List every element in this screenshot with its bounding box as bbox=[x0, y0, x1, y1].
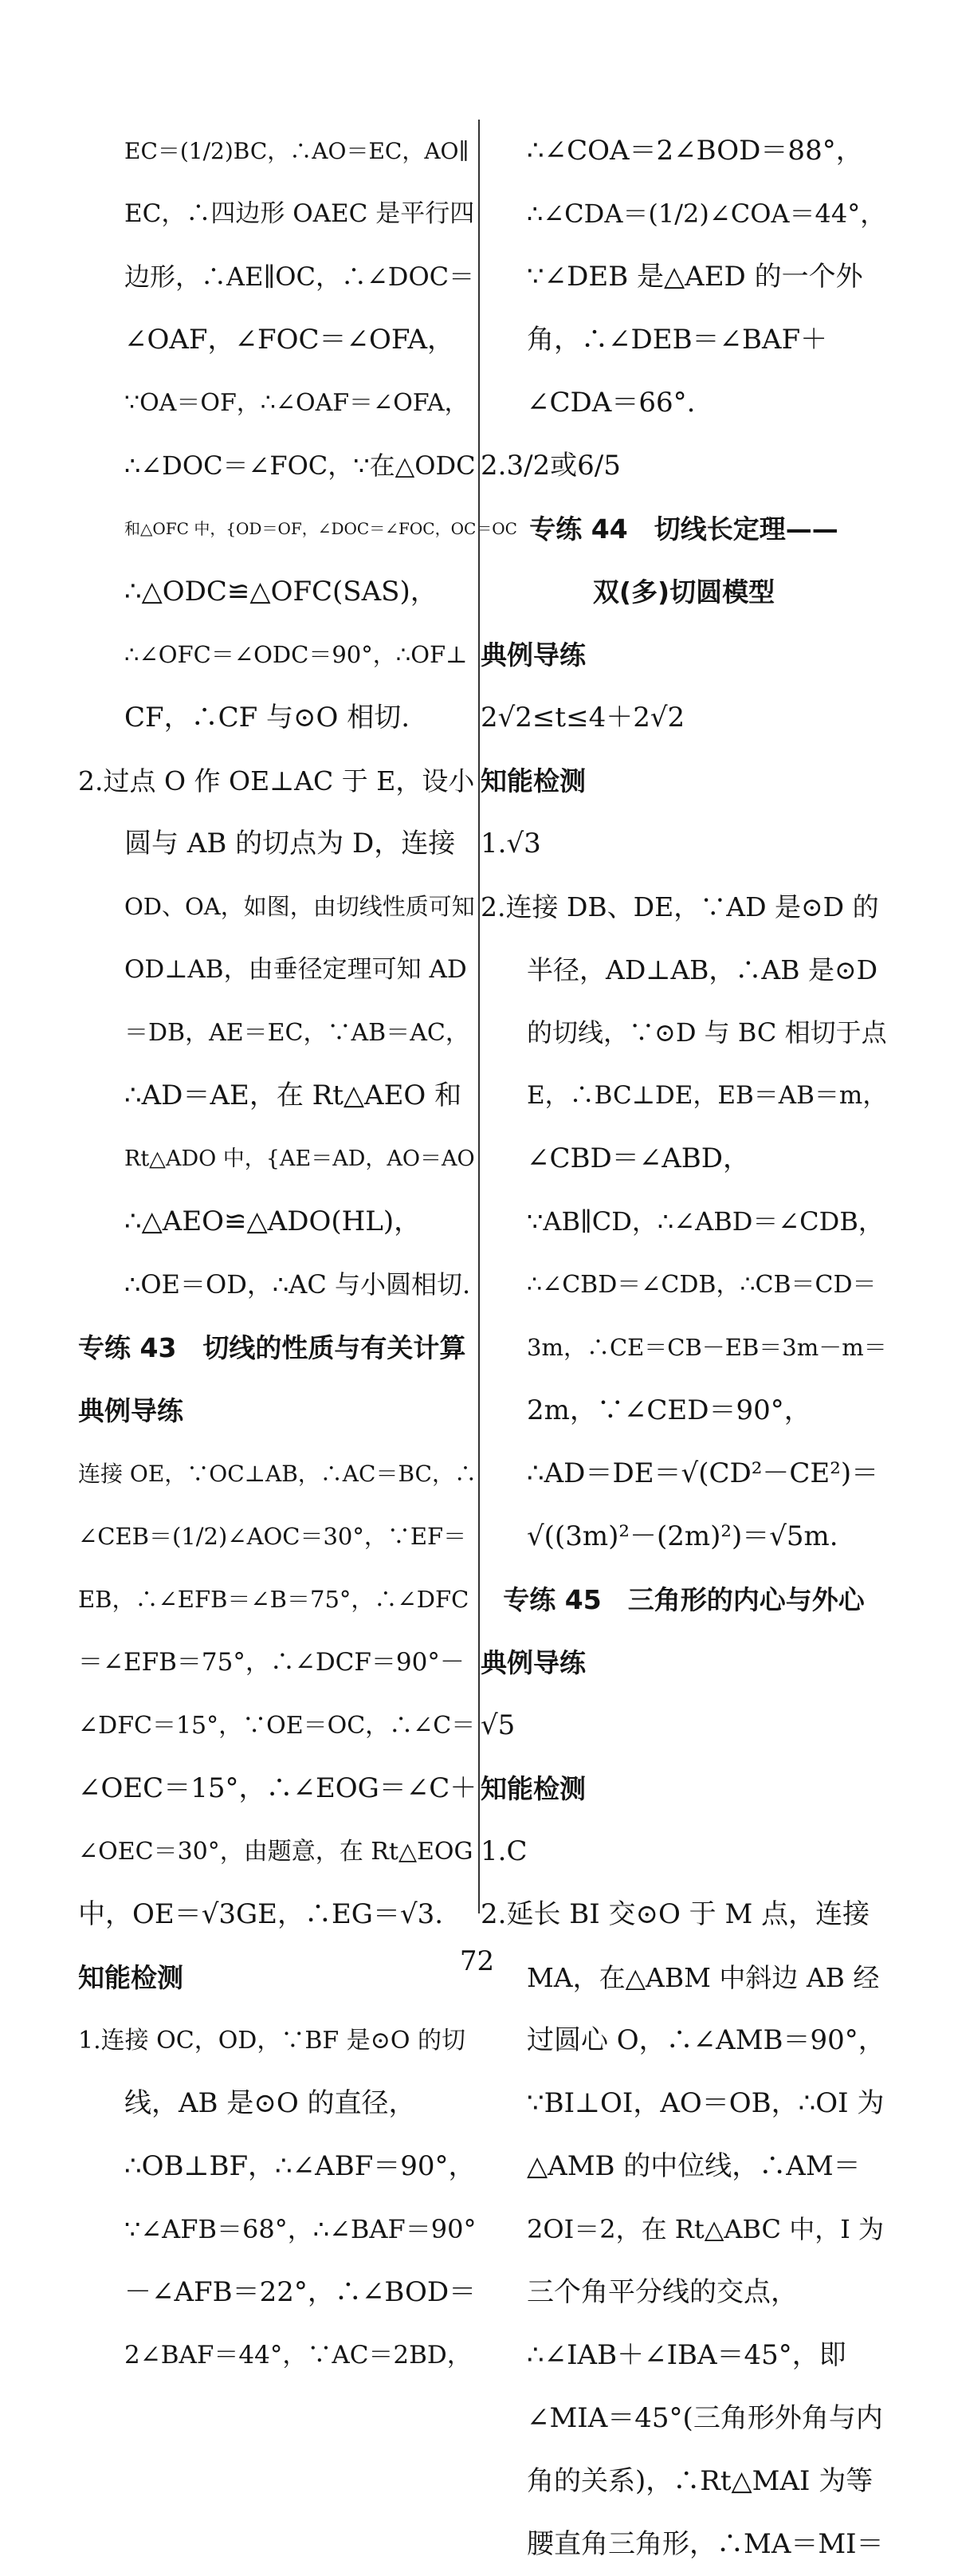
section-heading: 专练 44 切线长定理—— bbox=[529, 513, 838, 545]
text-line: ∴∠CDA＝(1/2)∠COA＝44°， bbox=[527, 199, 886, 229]
section-heading: 知能检测 bbox=[481, 1773, 586, 1804]
text-line: 三个角平分线的交点， bbox=[527, 2276, 798, 2308]
text-line: ∠OEC＝30°，由题意，在 Rt△EOG bbox=[78, 1838, 473, 1866]
right-column bbox=[481, 120, 887, 2576]
text-line: 过圆心 O，∴∠AMB＝90°， bbox=[527, 2024, 885, 2056]
text-line: 3m，∴CE＝CB－EB＝3m－m＝ bbox=[527, 1334, 887, 1361]
text-line: 边形，∴AE∥OC，∴∠DOC＝ bbox=[124, 262, 475, 292]
text-line: 角的关系)，∴Rt△MAI 为等 bbox=[527, 2465, 874, 2497]
column-divider bbox=[478, 120, 480, 1913]
text-line: EB，∴∠EFB＝∠B＝75°，∴∠DFC bbox=[78, 1586, 469, 1613]
text-line: ∠DFC＝15°，∵OE＝OC，∴∠C＝ bbox=[78, 1712, 476, 1740]
section-heading: 典例导练 bbox=[481, 1647, 586, 1678]
text-line: ∴△ODC≌△OFC(SAS)， bbox=[124, 576, 438, 608]
text-line: 1.√3 bbox=[481, 828, 541, 859]
text-line: ∵∠DEB 是△AED 的一个外 bbox=[527, 261, 863, 293]
text-line: OD、OA，如图，由切线性质可知 bbox=[124, 893, 475, 920]
section-heading: 知能检测 bbox=[481, 765, 586, 796]
text-line: ∠OAF，∠FOC＝∠OFA， bbox=[124, 324, 455, 356]
text-line: ∴∠IAB＋∠IBA＝45°，即 bbox=[527, 2339, 846, 2371]
text-line: ∠CEB＝(1/2)∠AOC＝30°，∵EF＝ bbox=[78, 1523, 467, 1550]
text-line: 2.延长 BI 交⊙O 于 M 点，连接 bbox=[481, 1898, 870, 1930]
text-line: OD⊥AB，由垂径定理可知 AD bbox=[124, 955, 467, 984]
text-line: 的切线，∵⊙D 与 BC 相切于点 bbox=[527, 1017, 887, 1048]
text-line: 和△OFC 中，{OD＝OF，∠DOC＝∠FOC，OC＝OC bbox=[124, 519, 517, 538]
text-line: EC，∴四边形 OAEC 是平行四 bbox=[124, 199, 475, 228]
text-line: ∴∠COA＝2∠BOD＝88°， bbox=[527, 135, 863, 167]
text-line: 腰直角三角形，∴MA＝MI＝ bbox=[527, 2528, 884, 2560]
text-line: ∠MIA＝45°(三角形外角与内 bbox=[527, 2402, 883, 2434]
section-heading: 双(多)切圆模型 bbox=[592, 576, 775, 608]
text-line: 半径，AD⊥AB，∴AB 是⊙D bbox=[527, 954, 878, 985]
text-line: √((3m)²－(2m)²)＝√5m. bbox=[527, 1520, 838, 1552]
text-line: 2OI＝2，在 Rt△ABC 中，I 为 bbox=[527, 2214, 885, 2244]
text-line: CF，∴CF 与⊙O 相切. bbox=[124, 702, 410, 733]
text-line: ∴∠OFC＝∠ODC＝90°，∴OF⊥ bbox=[124, 641, 468, 668]
text-line: ∴△AEO≌△ADO(HL)， bbox=[124, 1205, 422, 1237]
text-line: ∠CBD＝∠ABD， bbox=[527, 1142, 751, 1174]
text-line: 2.过点 O 作 OE⊥AC 于 E，设小 bbox=[78, 765, 475, 796]
text-line: 1.C bbox=[481, 1835, 528, 1867]
text-line: ∴AD＝DE＝√(CD²－CE²)＝ bbox=[527, 1457, 879, 1489]
text-line: E，∴BC⊥DE，EB＝AB＝m， bbox=[527, 1081, 888, 1110]
text-line: 2.3/2或6/5 bbox=[481, 450, 621, 482]
text-line: MA，在△ABM 中斜边 AB 经 bbox=[527, 1962, 880, 1993]
section-heading: 专练 45 三角形的内心与外心 bbox=[503, 1584, 865, 1615]
text-line: 2m，∵∠CED＝90°， bbox=[527, 1394, 811, 1426]
text-line: Rt△ADO 中，{AE＝AD，AO＝AO bbox=[124, 1146, 475, 1171]
text-line: ∠OEC＝15°，∴∠EOG＝∠C＋ bbox=[78, 1772, 477, 1804]
text-line: ＝∠EFB＝75°，∴∠DCF＝90°－ bbox=[78, 1648, 465, 1677]
section-heading: 知能检测 bbox=[78, 1962, 183, 1993]
text-line: ∴AD＝AE，在 Rt△AEO 和 bbox=[124, 1080, 462, 1111]
section-heading: 典例导练 bbox=[481, 639, 586, 671]
text-line: 2√2≤t≤4＋2√2 bbox=[481, 702, 685, 733]
text-line: 角，∴∠DEB＝∠BAF＋ bbox=[527, 324, 828, 356]
text-line: ∴OE＝OD，∴AC 与小圆相切. bbox=[124, 1269, 471, 1300]
text-line: ∵BI⊥OI，AO＝OB，∴OI 为 bbox=[527, 2087, 885, 2119]
section-heading: 典例导练 bbox=[78, 1395, 183, 1426]
text-line: 圆与 AB 的切点为 D，连接 bbox=[124, 828, 456, 859]
text-line: ∠CDA＝66°. bbox=[527, 387, 696, 419]
text-line: ∴∠CBD＝∠CDB，∴CB＝CD＝ bbox=[527, 1271, 877, 1299]
text-line: 连接 OE，∵OC⊥AB，∴AC＝BC，∴ bbox=[78, 1461, 477, 1487]
text-line: ∵OA＝OF，∴∠OAF＝∠OFA， bbox=[124, 389, 469, 417]
text-line: 线，AB 是⊙O 的直径， bbox=[124, 2087, 416, 2119]
text-line: ∵∠AFB＝68°，∴∠BAF＝90° bbox=[124, 2214, 477, 2244]
text-line: √5 bbox=[481, 1709, 516, 1741]
section-heading: 专练 43 切线的性质与有关计算 bbox=[78, 1332, 466, 1363]
text-line: 1.连接 OC，OD，∵BF 是⊙O 的切 bbox=[78, 2027, 466, 2055]
text-line: ∴∠DOC＝∠FOC，∵在△ODC bbox=[124, 450, 476, 481]
text-line: △AMB 的中位线，∴AM＝ bbox=[527, 2150, 861, 2182]
text-line: ∴OB⊥BF，∴∠ABF＝90°， bbox=[124, 2150, 476, 2182]
text-line: EC＝(1/2)BC，∴AO＝EC，AO∥ bbox=[124, 138, 469, 164]
text-line: ＝DB，AE＝EC，∵AB＝AC， bbox=[124, 1019, 469, 1047]
text-line: 中，OE＝√3GE，∴EG＝√3. bbox=[78, 1898, 444, 1930]
text-line: 2.连接 DB、DE，∵AD 是⊙D 的 bbox=[481, 891, 879, 922]
text-line: ∵AB∥CD，∴∠ABD＝∠CDB， bbox=[527, 1206, 884, 1237]
page-number: 72 bbox=[459, 1945, 495, 1977]
text-line: －∠AFB＝22°，∴∠BOD＝ bbox=[124, 2276, 477, 2308]
text-line: 2∠BAF＝44°，∵AC＝2BD， bbox=[124, 2341, 472, 2370]
